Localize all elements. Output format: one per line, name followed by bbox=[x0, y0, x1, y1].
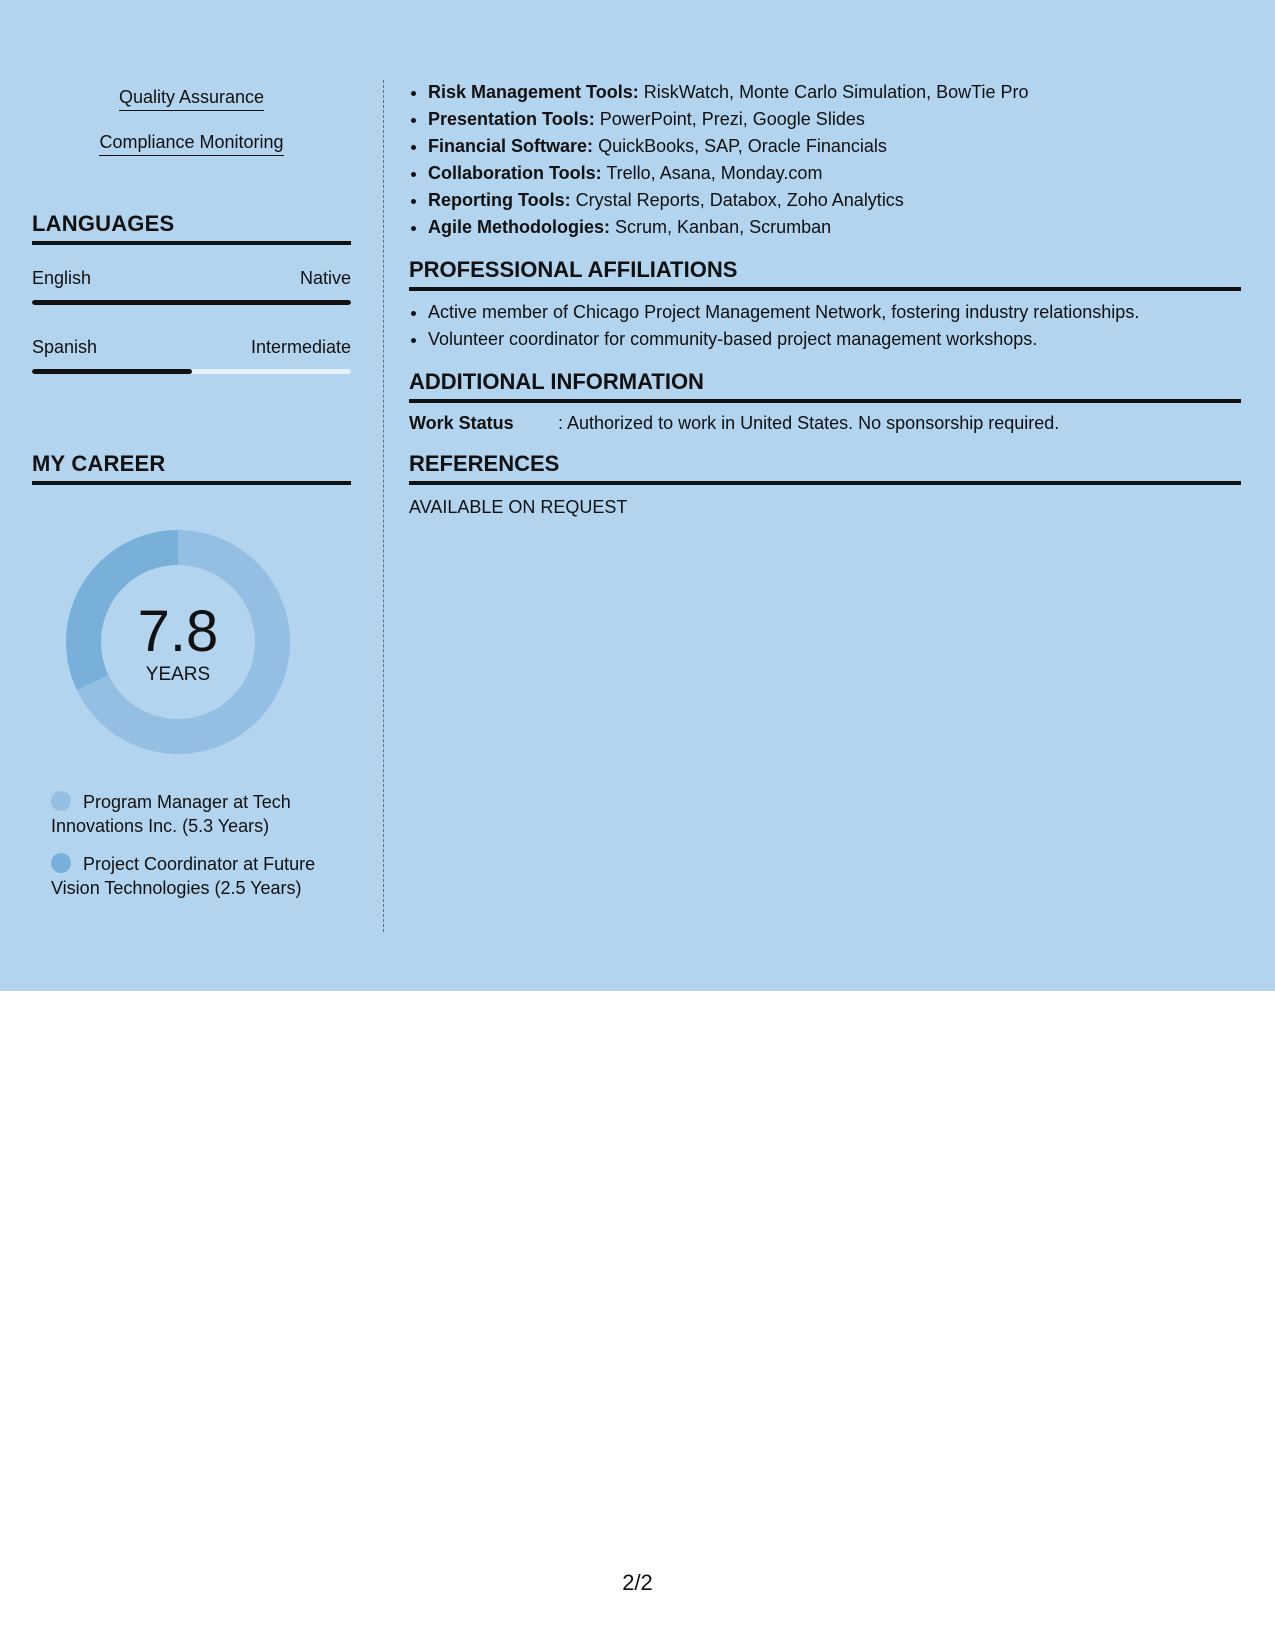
language-proficiency-bar bbox=[32, 300, 351, 305]
skill-links bbox=[32, 86, 351, 176]
career-donut-chart bbox=[66, 530, 290, 754]
tool-value: PowerPoint, Prezi, Google Slides bbox=[599, 109, 865, 129]
career-legend-label: Program Manager at Tech Innovations Inc. (5.3 Years) bbox=[51, 792, 291, 836]
tool-value: RiskWatch, Monte Carlo Simulation, BowTie Pro bbox=[643, 82, 1029, 102]
list-item bbox=[428, 214, 1241, 241]
affiliations-heading: PROFESSIONAL AFFILIATIONS bbox=[409, 257, 1241, 291]
tool-value: Scrum, Kanban, Scrumban bbox=[615, 217, 832, 237]
tools-section bbox=[409, 79, 1241, 241]
page-number: 2/2 bbox=[622, 1570, 653, 1595]
tool-label: Agile Methodologies: bbox=[428, 217, 610, 237]
tool-label: Financial Software: bbox=[428, 136, 594, 156]
career-legend-item bbox=[51, 852, 341, 900]
list-item bbox=[428, 106, 1241, 133]
language-level: Native bbox=[299, 268, 351, 288]
legend-dot-icon bbox=[51, 791, 71, 811]
affiliations-list bbox=[409, 299, 1241, 353]
tool-label: Presentation Tools: bbox=[428, 109, 595, 129]
list-item: • Active member of Chicago Project Management Network, fostering industry relationships. bbox=[428, 299, 1241, 326]
legend-dot-icon bbox=[51, 853, 71, 873]
list-item: • Volunteer coordinator for community-based project management workshops. bbox=[428, 326, 1241, 353]
references-section bbox=[409, 451, 1241, 519]
list-item bbox=[428, 133, 1241, 160]
career-legend bbox=[51, 790, 341, 914]
additional-info-section bbox=[409, 369, 1241, 435]
affiliations-section bbox=[409, 257, 1241, 353]
skill-link-compliance-monitoring[interactable]: Compliance Monitoring bbox=[99, 131, 283, 156]
tool-label: Reporting Tools: bbox=[428, 190, 571, 210]
tool-label: Collaboration Tools: bbox=[428, 163, 602, 183]
additional-info-heading: ADDITIONAL INFORMATION bbox=[409, 369, 1241, 403]
language-proficiency-fill bbox=[32, 369, 192, 374]
tool-value: Trello, Asana, Monday.com bbox=[606, 163, 823, 183]
career-legend-label: Project Coordinator at Future Vision Technologies (2.5 Years) bbox=[51, 854, 316, 898]
list-item bbox=[428, 79, 1241, 106]
references-heading: REFERENCES bbox=[409, 451, 1241, 485]
skill-link-quality-assurance[interactable]: Quality Assurance bbox=[119, 86, 264, 111]
tools-list bbox=[409, 79, 1241, 241]
work-status-label: Work Status bbox=[409, 413, 514, 433]
languages-heading: LANGUAGES bbox=[32, 211, 351, 245]
work-status-value: : Authorized to work in United States. No sponsorship required. bbox=[558, 413, 1060, 433]
language-level: Intermediate bbox=[250, 337, 351, 357]
references-text: AVAILABLE ON REQUEST bbox=[409, 497, 628, 517]
career-total-unit: YEARS bbox=[145, 664, 211, 685]
language-proficiency-fill bbox=[32, 300, 351, 305]
column-divider bbox=[383, 80, 384, 932]
career-total-years: 7.8 bbox=[137, 599, 219, 664]
tool-label: Risk Management Tools: bbox=[428, 82, 639, 102]
tool-value: QuickBooks, SAP, Oracle Financials bbox=[598, 136, 887, 156]
list-item bbox=[428, 187, 1241, 214]
list-item bbox=[428, 160, 1241, 187]
work-status-row bbox=[409, 411, 1241, 435]
language-name: English bbox=[32, 268, 92, 288]
career-heading: MY CAREER bbox=[32, 451, 351, 485]
career-legend-item bbox=[51, 790, 341, 838]
sidebar bbox=[32, 0, 351, 991]
language-name: Spanish bbox=[32, 337, 98, 357]
tool-value: Crystal Reports, Databox, Zoho Analytics bbox=[575, 190, 904, 210]
language-proficiency-bar bbox=[32, 369, 351, 374]
